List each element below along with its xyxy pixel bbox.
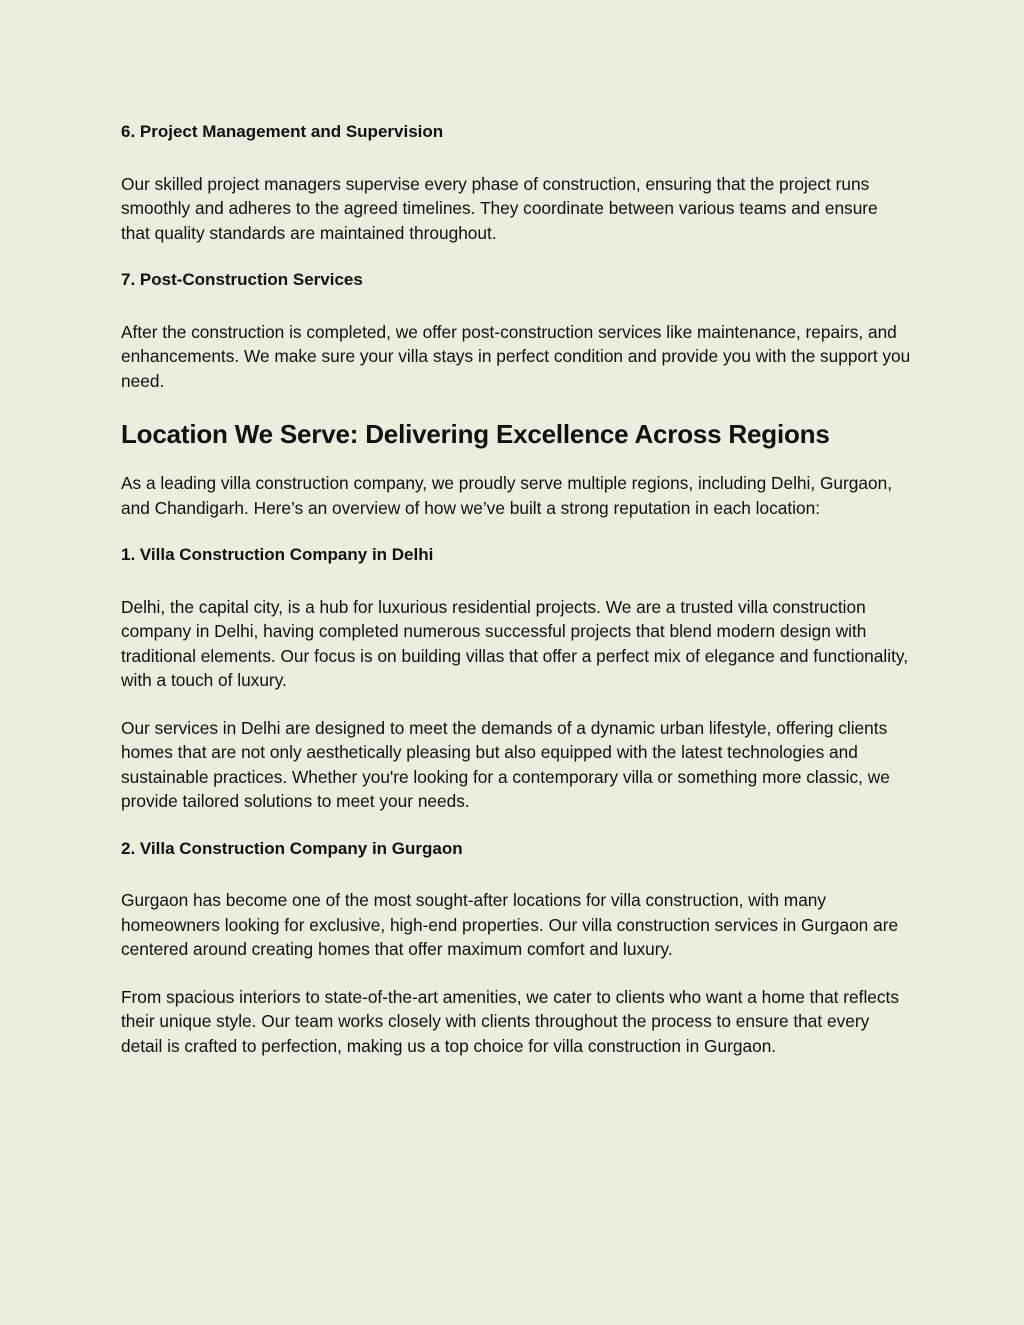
section-heading-delhi: 1. Villa Construction Company in Delhi <box>121 545 434 564</box>
paragraph-post-construction: After the construction is completed, we offer post-construction services like maintenance, repairs, and enhancements. We make sure your villa stays in perfect condition and provide you with the support you need. <box>121 321 911 391</box>
paragraph-location-intro: As a leading villa construction company, we proudly serve multiple regions, including Delhi, Gurgaon, and Chandigarh. Here’s an overview of how we’ve built a strong reputation in each location: <box>121 473 893 518</box>
paragraph-project-management: Our skilled project managers supervise every phase of construction, ensuring that the project runs smoothly and adheres to the agreed timelines. They coordinate between various teams and ensure that quality standards are maintained throughout. <box>121 173 878 243</box>
heading-location-we-serve: Location We Serve: Delivering Excellence Across Regions <box>121 419 830 449</box>
section-heading-gurgaon: 2. Villa Construction Company in Gurgaon <box>121 838 463 858</box>
paragraph-gurgaon-1: Gurgaon has become one of the most sought-after locations for villa construction, with many homeowners looking for exclusive, high-end properties. Our villa construction services in Gurgaon are centered around creating homes that offer maximum comfort and luxury. <box>121 890 899 959</box>
document-content <box>121 120 911 1081</box>
paragraph-delhi-1: Delhi, the capital city, is a hub for luxurious residential projects. We are a trusted villa construction company in Delhi, having completed numerous successful projects that blend modern design with traditional elements. Our focus is on building villas that offer a perfect mix of elegance and functionality, with a touch of luxury. <box>121 596 909 690</box>
paragraph-delhi-2: Our services in Delhi are designed to meet the demands of a dynamic urban lifestyle, offering clients homes that are not only aesthetically pleasing but also equipped with the latest technologies and sustainable practices. Whether you're looking for a contemporary villa or something more classic, we provide tailored solutions to meet your needs. <box>121 717 890 811</box>
section-heading-project-management: 6. Project Management and Supervision <box>121 122 444 141</box>
section-heading-post-construction: 7. Post-Construction Services <box>121 270 363 289</box>
paragraph-gurgaon-2: From spacious interiors to state-of-the-art amenities, we cater to clients who want a home that reflects their unique style. Our team works closely with clients throughout the process to ensure that every detail is crafted to perfection, making us a top choice for villa construction in Gurgaon. <box>121 986 899 1056</box>
